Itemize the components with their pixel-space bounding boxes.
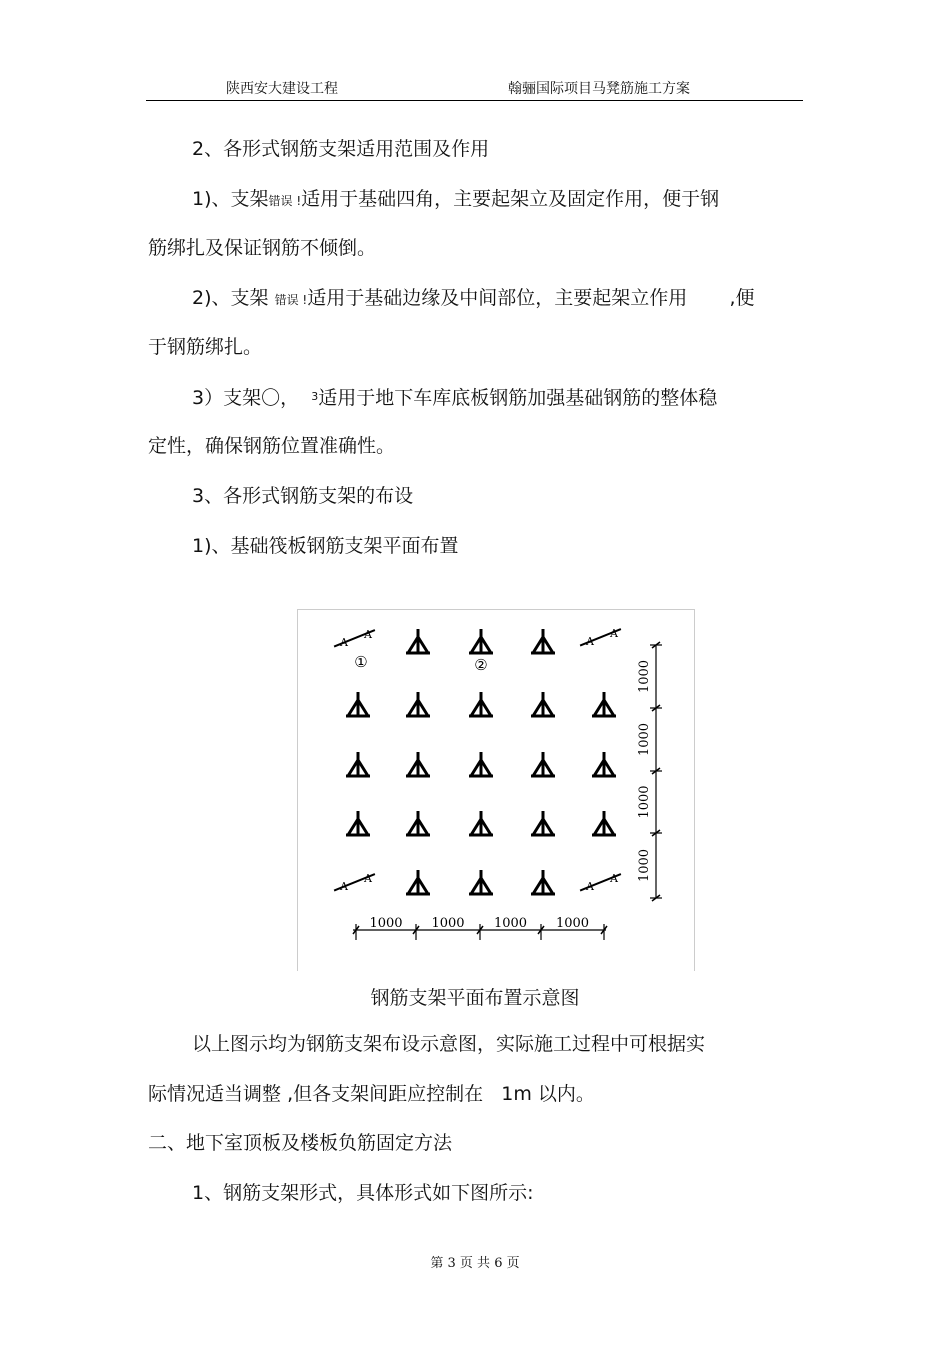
section-heading-2: 2、各形式钢筋支架适用范围及作用 — [192, 138, 490, 160]
dimension-label-right: 1000 — [637, 785, 652, 819]
corner-support-label: A — [364, 872, 372, 885]
text-run: 际情况适当调整 — [148, 1083, 282, 1105]
corner-support-label: A — [586, 880, 594, 893]
dimension-label-right: 1000 — [637, 659, 652, 694]
corner-support-label: A — [610, 872, 618, 885]
dimension-label-right: 1000 — [637, 722, 652, 757]
tripod-support — [531, 629, 555, 653]
tripod-support — [406, 811, 430, 835]
text-run: 适用于地下车库底板钢筋加强基础钢筋的整体稳 — [318, 387, 718, 409]
text-run: 3）支架〇， — [192, 387, 300, 409]
tripod-support — [346, 811, 370, 835]
tripod-support — [592, 692, 616, 716]
paragraph-line: 定性，确保钢筋位置准确性。 — [148, 435, 396, 457]
corner-support-label: A — [340, 636, 348, 649]
paragraph-line: 于钢筋绑扎。 — [148, 336, 263, 358]
support-type-marker-1: ① — [354, 653, 368, 671]
tripod-support — [469, 870, 493, 894]
tripod-support — [469, 752, 493, 776]
tripod-support — [531, 752, 555, 776]
subsection-heading: 1、钢筋支架形式，具体形式如下图所示: — [192, 1182, 534, 1204]
figure-caption: 钢筋支架平面布置示意图 — [370, 987, 580, 1009]
paragraph-line — [192, 286, 755, 312]
text-run: ,便 — [729, 287, 755, 309]
text-run: 2)、支架 — [192, 287, 269, 309]
dimension-label-right: 1000 — [637, 848, 652, 883]
tripod-support — [406, 692, 430, 716]
support-layout-figure — [297, 609, 695, 971]
dimension-label-bottom: 1000 — [555, 916, 590, 931]
corner-support-label: A — [364, 628, 372, 641]
tripod-support — [346, 752, 370, 776]
tripod-support — [469, 629, 493, 653]
tripod-support — [346, 692, 370, 716]
text-run: 1m 以内。 — [501, 1083, 595, 1105]
superscript: 3 — [311, 390, 319, 403]
tripod-support — [531, 692, 555, 716]
corner-support-label: A — [610, 627, 618, 640]
error-ref: 错误 ! — [268, 194, 302, 208]
tripod-support — [469, 811, 493, 835]
chapter-heading: 二、地下室顶板及楼板负筋固定方法 — [148, 1132, 453, 1154]
paragraph-line — [192, 385, 717, 410]
dimension-label-bottom: 1000 — [493, 916, 528, 931]
tripod-support — [592, 811, 616, 835]
tripod-support — [531, 870, 555, 894]
paragraph-line: 以上图示均为钢筋支架布设示意图，实际施工过程中可根据实 — [192, 1033, 706, 1055]
paragraph-line: 筋绑扎及保证钢筋不倾倒。 — [148, 237, 377, 259]
text-run: 适用于基础边缘及中间部位，主要起架立作用 — [307, 287, 688, 309]
paragraph-line — [192, 187, 719, 213]
tripod-support — [469, 692, 493, 716]
error-ref: 错误 ! — [274, 293, 308, 307]
header-left-company: 陕西安大建设工程 — [226, 81, 338, 97]
text-run: ,但各支架间距应控制在 — [287, 1083, 484, 1105]
dimension-label-bottom: 1000 — [369, 916, 403, 931]
text-run: 适用于基础四角，主要起架立及固定作用，便于钢 — [301, 188, 720, 210]
page-footer: 第 3 页 共 6 页 — [430, 1256, 520, 1271]
header-divider — [146, 100, 803, 101]
tripod-support — [592, 752, 616, 776]
support-type-marker-2: ② — [474, 656, 488, 674]
header-right-project: 翰骊国际项目马凳筋施工方案 — [508, 81, 690, 97]
support-layout-drawing — [298, 610, 694, 971]
dimension-label-bottom: 1000 — [431, 916, 465, 931]
tripod-support — [406, 870, 430, 894]
corner-support-label: A — [586, 635, 594, 648]
paragraph-line — [148, 1082, 595, 1106]
section-heading-3: 3、各形式钢筋支架的布设 — [192, 485, 414, 507]
subsection-heading: 1)、基础筏板钢筋支架平面布置 — [192, 535, 459, 557]
tripod-support — [406, 629, 430, 653]
tripod-support — [406, 752, 430, 776]
corner-support-label: A — [340, 880, 348, 893]
text-run: 1)、支架 — [192, 188, 269, 210]
tripod-support — [531, 811, 555, 835]
